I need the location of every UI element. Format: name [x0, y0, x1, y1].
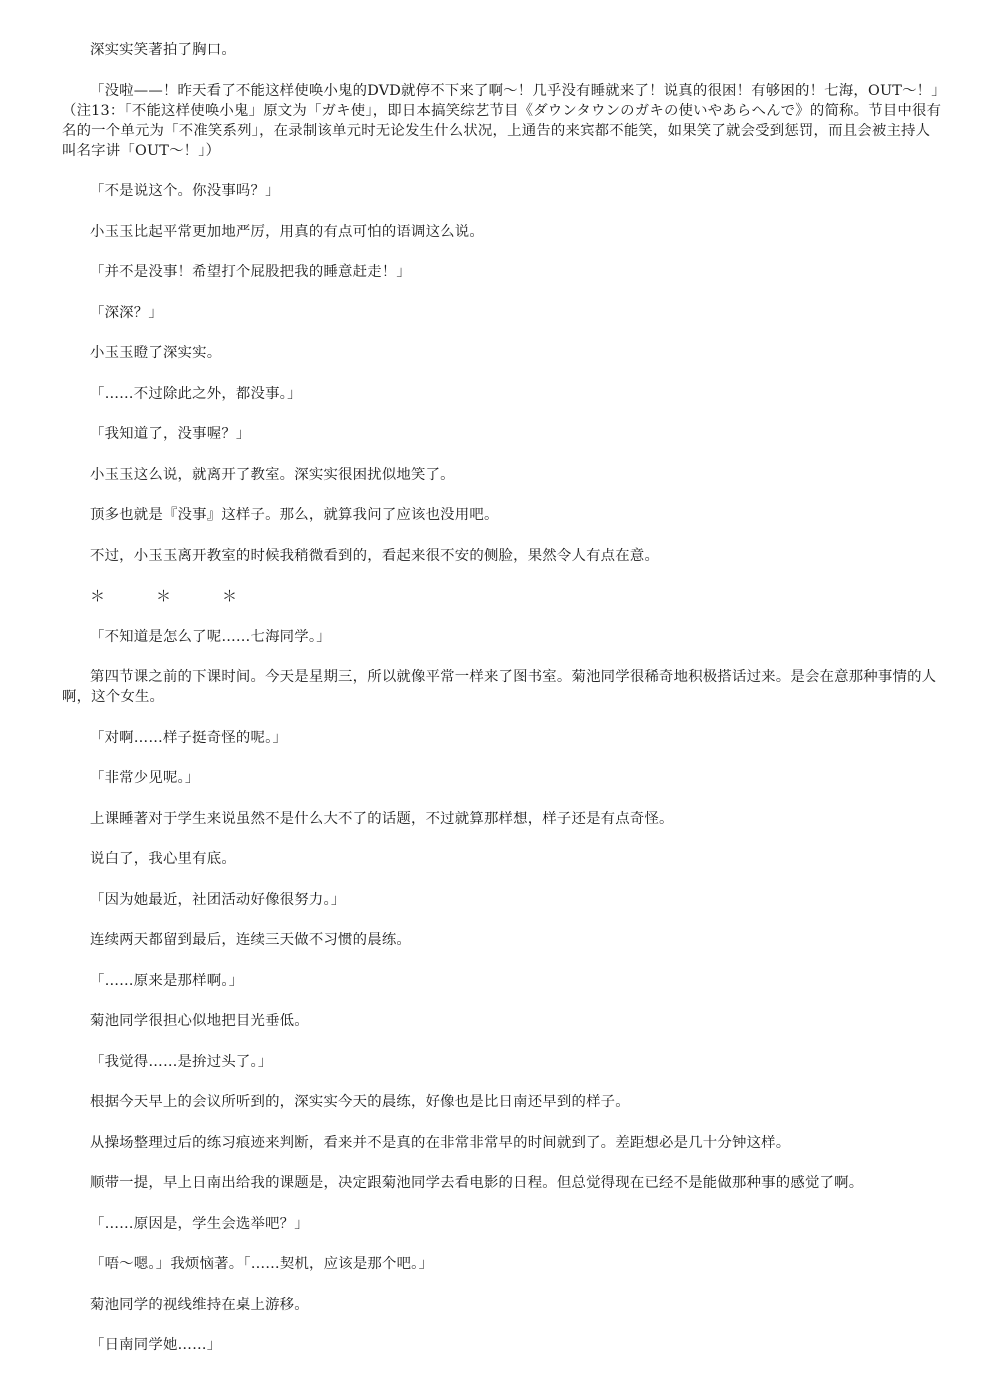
paragraph: 上课睡著对于学生来说虽然不是什么大不了的话题，不过就算那样想，样子还是有点奇怪。 [90, 810, 674, 827]
paragraph-with-footnote: 「没啦——！昨天看了不能这样使唤小鬼的DVD就停不下来了啊～！几乎没有睡就来了！说真的很困！有够困的！七海，OUT～！」（注13：「不能这样使唤小鬼」原文为「ガキ使」，即日本搞笑综艺节目《ダウンタウンのガキの使いやあらへんで》的简称。节目中很有名的一个单元为「不准笑系列」，在录制该单元时无论发生什么状况，上通告的来宾都不能笑，如果笑了就会受到惩罚，而且会被主持人叫名字讲「OUT～！」） [62, 82, 942, 159]
paragraph: 顶多也就是『没事』这样子。那么，就算我问了应该也没用吧。 [90, 507, 499, 523]
paragraph: 「不知道是怎么了呢……七海同学。」 [90, 628, 331, 645]
paragraph: 「深深？」 [90, 304, 163, 321]
paragraph: 深实实笑著拍了胸口。 [90, 42, 236, 58]
paragraph: 第四节课之前的下课时间。今天是星期三，所以就像平常一样来了图书室。菊池同学很稀奇地积极搭话过来。是会在意那种事情的人啊，这个女生。 [62, 669, 937, 705]
paragraph: 「因为她最近，社团活动好像很努力。」 [90, 891, 346, 908]
paragraph: 「……原来是那样啊。」 [90, 972, 244, 989]
paragraph: 「对啊……样子挺奇怪的呢。」 [90, 729, 288, 746]
paragraph: 「非常少见呢。」 [90, 770, 200, 786]
paragraph: 小玉玉瞪了深实实。 [90, 345, 222, 361]
scene-separator: ＊ ＊ ＊ [90, 587, 256, 605]
paragraph: 「并不是没事！希望打个屁股把我的睡意赶走！」 [90, 264, 411, 280]
paragraph: 连续两天都留到最后，连续三天做不习惯的晨练。 [90, 932, 411, 948]
paragraph: 小玉玉比起平常更加地严厉，用真的有点可怕的语调这么说。 [90, 223, 484, 240]
paragraph: 顺带一提，早上日南出给我的课题是，决定跟菊池同学去看电影的日程。但总觉得现在已经不是能做那种事的感觉了啊。 [90, 1175, 864, 1191]
paragraph: 从操场整理过后的练习痕迹来判断，看来并不是真的在非常非常早的时间就到了。差距想必是几十分钟这样。 [90, 1134, 791, 1151]
paragraph: 「……不过除此之外，都没事。」 [90, 385, 302, 402]
paragraph: 菊池同学的视线维持在桌上游移。 [90, 1296, 309, 1313]
paragraph: 「……原因是，学生会选举吧？」 [90, 1215, 309, 1232]
paragraph: 「我知道了，没事喔？」 [90, 426, 251, 442]
novel-page [62, 40, 942, 1376]
paragraph: 「我觉得……是拚过头了。」 [90, 1053, 273, 1070]
paragraph: 小玉玉这么说，就离开了教室。深实实很困扰似地笑了。 [90, 466, 455, 483]
paragraph: 不过，小玉玉离开教室的时候我稍微看到的，看起来很不安的侧脸，果然令人有点在意。 [90, 547, 660, 564]
paragraph: 「日南同学她……」 [90, 1337, 222, 1353]
paragraph: 根据今天早上的会议所听到的，深实实今天的晨练，好像也是比日南还早到的样子。 [90, 1094, 630, 1110]
paragraph: 菊池同学很担心似地把目光垂低。 [90, 1013, 309, 1029]
paragraph: 「唔～嗯。」我烦恼著。「……契机，应该是那个吧。」 [90, 1256, 434, 1272]
paragraph: 说白了，我心里有底。 [90, 851, 236, 867]
paragraph: 「不是说这个。你没事吗？」 [90, 183, 280, 199]
